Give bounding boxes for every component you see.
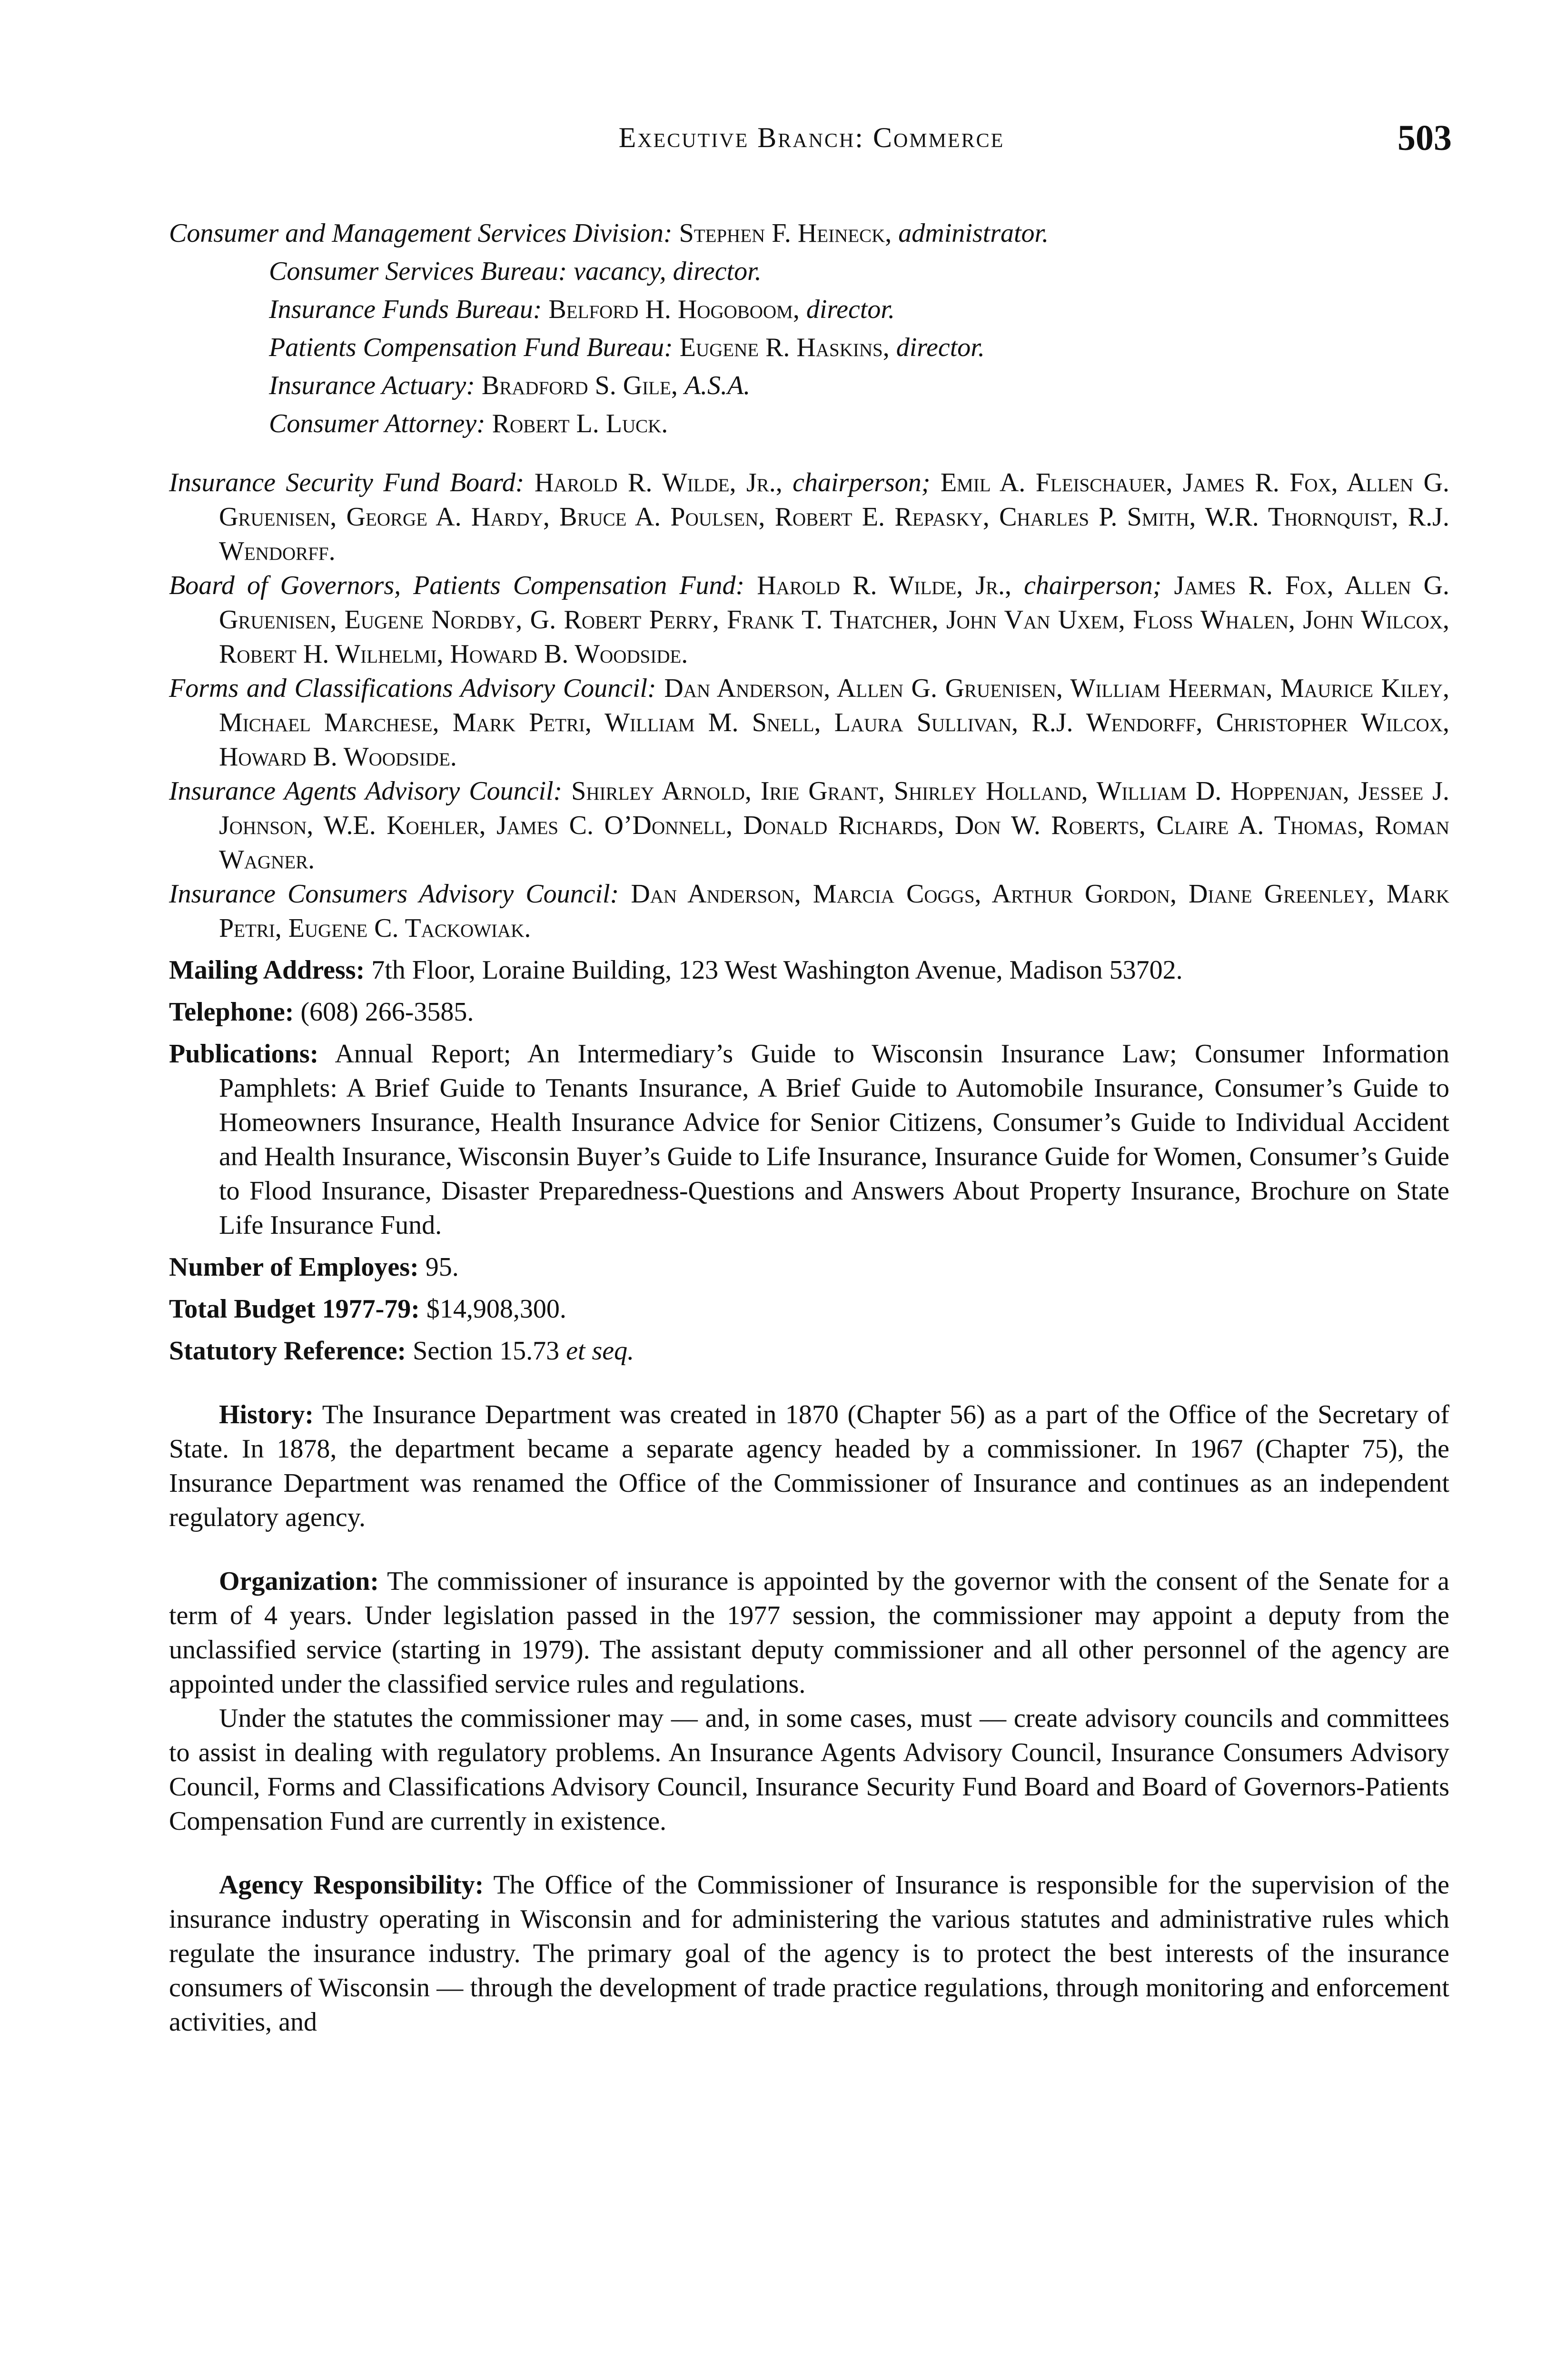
budget-value: $14,908,300. — [426, 1294, 566, 1324]
organization-paragraph-2: Under the statutes the commissioner may — and, in some cases, must — create advisory councils and committees to assist in dealing with regulatory problems. An Insurance Agents Advisory Council, Insurance Consumers Advisory Council, Forms and Classifications Advisory Council, Insurance Security Fund Board and Board of Governors-Patients Compensation Fund are currently in existence. — [169, 1704, 1449, 1836]
statutory-value: Section 15.73 — [413, 1336, 560, 1366]
organization-label: Organization: — [219, 1567, 379, 1596]
history-label: History: — [219, 1400, 314, 1429]
statutory-label: Statutory Reference: — [169, 1336, 406, 1366]
council-insurance-agents — [169, 774, 1449, 877]
page-number: 503 — [1397, 118, 1452, 158]
organization-text: The commissioner of insurance is appointed by the governor with the consent of the Senate for a term of 4 years. Under legislation passed in the 1977 session, the commissioner may appoint a deputy from the unclassified service (starting in 1979). The assistant deputy commissioner and all other personnel of the agency are appointed under the classified service rules and regulations. — [169, 1567, 1449, 1699]
unit-label: Insurance Actuary: — [269, 371, 475, 400]
board-members: Shirley Arnold, Irie Grant, Shirley Holland, William D. Hoppenjan, Jessee J. Johnson, W.E. Koehler, James C. O’Donnell, Donald Richards, Don W. Roberts, Claire A. Thomas, Roman Wagner. — [219, 776, 1450, 874]
board-members: Dan Anderson, Marcia Coggs, Arthur Gordon, Diane Greenley, Mark Petri, Eugene C. Tackowiak. — [219, 879, 1449, 943]
publications-value: Annual Report; An Intermediary’s Guide to Wisconsin Insurance Law; Consumer Information Pamphlets: A Brief Guide to Tenants Insurance, A Brief Guide to Automobile Insurance, Consumer’s Guide to Homeowners Insurance, Health Insurance Advice for Senior Citizens, Consumer’s Guide to Individual Accident and Health Insurance, Wisconsin Buyer’s Guide to Life Insurance, Insurance Guide for Women, Consumer’s Guide to Flood Insurance, Disaster Preparedness-Questions and Answers About Property Insurance, Brochure on State Life Insurance Fund. — [219, 1039, 1449, 1240]
total-budget — [169, 1292, 1449, 1326]
board-label: Forms and Classifications Advisory Council: — [169, 674, 656, 703]
council-insurance-consumers — [169, 877, 1449, 945]
board-label: Insurance Agents Advisory Council: — [169, 776, 563, 806]
telephone — [169, 995, 1449, 1029]
telephone-label: Telephone: — [169, 997, 294, 1027]
unit-role: director. — [806, 295, 895, 324]
unit-label: Patients Compensation Fund Bureau: — [269, 333, 673, 362]
board-chair-role: chairperson; — [1024, 571, 1162, 600]
unit-name: Bradford S. Gile — [481, 371, 671, 400]
publications — [169, 1037, 1449, 1242]
mailing-address-label: Mailing Address: — [169, 955, 365, 985]
unit-patients-compensation: Patients Compensation Fund Bureau: Eugene R. Haskins, director. — [269, 333, 985, 362]
agency-responsibility-paragraph — [169, 1868, 1449, 2039]
unit-consumer-attorney — [169, 405, 1449, 443]
mailing-address-value: 7th Floor, Loraine Building, 123 West Washington Avenue, Madison 53702. — [371, 955, 1183, 985]
running-head-title: Executive Branch: Commerce — [618, 122, 1005, 153]
unit-consumer-services — [169, 252, 1449, 290]
employes-value: 95. — [425, 1252, 459, 1282]
board-insurance-security-fund: Insurance Security Fund Board: Harold R. Wilde, Jr., chairperson; Emil A. Fleischauer, James R. Fox, Allen G. Gruenisen, George A. Hardy, Bruce A. Poulsen, Robert E. Repasky, Charles P. Smith, W.R. Thornquist, R.J. Wendorff. — [169, 468, 1450, 566]
number-of-employes — [169, 1250, 1449, 1284]
organization-paragraph — [169, 1564, 1449, 1701]
unit-label: Insurance Funds Bureau: — [269, 295, 542, 324]
unit-insurance-funds: Insurance Funds Bureau: Belford H. Hogoboom, director. — [269, 295, 895, 324]
board-chair: Harold R. Wilde, Jr. — [534, 468, 776, 497]
history-text: The Insurance Department was created in 1870 (Chapter 56) as a part of the Office of the Secretary of State. In 1878, the department became a separate agency headed by a commissioner. In 1967 (Chapter 75), the Insurance Department was renamed the Office of the Commissioner of Insurance and continues as an independent regulatory agency. — [169, 1400, 1449, 1532]
division-head-role: administrator. — [898, 218, 1049, 248]
history-paragraph — [169, 1398, 1449, 1535]
board-patients-compensation-fund: Board of Governors, Patients Compensation Fund: Harold R. Wilde, Jr., chairperson; James R. Fox, Allen G. Gruenisen, Eugene Nordby, G. Robert Perry, Frank T. Thatcher, John Van Uxem, Floss Whalen, John Wilcox, Robert H. Wilhelmi, Howard B. Woodside. — [169, 571, 1450, 669]
division-head: Consumer and Management Services Division: Stephen F. Heineck, administrator. — [169, 218, 1049, 248]
board-members: James R. Fox, Allen G. Gruenisen, Eugene Nordby, G. Robert Perry, Frank T. Thatcher, John Van Uxem, Floss Whalen, John Wilcox, Robert H. Wilhelmi, Howard B. Woodside. — [219, 571, 1450, 669]
mailing-address — [169, 953, 1449, 987]
employes-label: Number of Employes: — [169, 1252, 419, 1282]
unit-label: Consumer Attorney: — [269, 409, 486, 438]
unit-insurance-actuary: Insurance Actuary: Bradford S. Gile, A.S.A. — [269, 371, 751, 400]
statutory-reference — [169, 1334, 1449, 1368]
statutory-suffix: et seq. — [566, 1336, 634, 1366]
board-label: Board of Governors, Patients Compensation Fund: — [169, 571, 745, 600]
unit-role: director. — [896, 333, 985, 362]
board-label: Insurance Consumers Advisory Council: — [169, 879, 619, 909]
council-forms-classifications — [169, 671, 1449, 774]
division-label: Consumer and Management Services Division: — [169, 218, 673, 248]
budget-label: Total Budget 1977-79: — [169, 1294, 420, 1324]
publications-label: Publications: — [169, 1039, 319, 1069]
unit-name: Belford H. Hogoboom — [548, 295, 793, 324]
unit-name: Eugene R. Haskins — [679, 333, 883, 362]
telephone-value: (608) 266-3585. — [300, 997, 474, 1027]
board-chair-role: chairperson; — [793, 468, 931, 497]
division-block — [169, 214, 1449, 2039]
board-members: Dan Anderson, Allen G. Gruenisen, William Heerman, Maurice Kiley, Michael Marchese, Mark Petri, William M. Snell, Laura Sullivan, R.J. Wendorff, Christopher Wilcox, Howard B. Woodside. — [219, 674, 1449, 772]
board-chair: Harold R. Wilde, Jr. — [757, 571, 1005, 600]
running-head — [171, 118, 1452, 164]
unit-role: vacancy, director. — [574, 257, 762, 286]
board-members: Emil A. Fleischauer, James R. Fox, Allen G. Gruenisen, George A. Hardy, Bruce A. Poulsen, Robert E. Repasky, Charles P. Smith, W.R. Thornquist, R.J. Wendorff. — [219, 468, 1450, 566]
responsibility-text: The Office of the Commissioner of Insurance is responsible for the supervision of the insurance industry operating in Wisconsin and for administering the various statutes and administrative rules which regulate the insurance industry. The primary goal of the agency is to protect the best interests of the insurance consumers of Wisconsin — through the development of trade practice regulations, through monitoring and enforcement activities, and — [169, 1870, 1449, 2037]
unit-label: Consumer Services Bureau: — [269, 257, 567, 286]
unit-name: Robert L. Luck. — [492, 409, 668, 438]
division-head-name: Stephen F. Heineck — [679, 218, 885, 248]
responsibility-label: Agency Responsibility: — [219, 1870, 484, 1900]
unit-role: A.S.A. — [684, 371, 751, 400]
board-label: Insurance Security Fund Board: — [169, 468, 525, 497]
